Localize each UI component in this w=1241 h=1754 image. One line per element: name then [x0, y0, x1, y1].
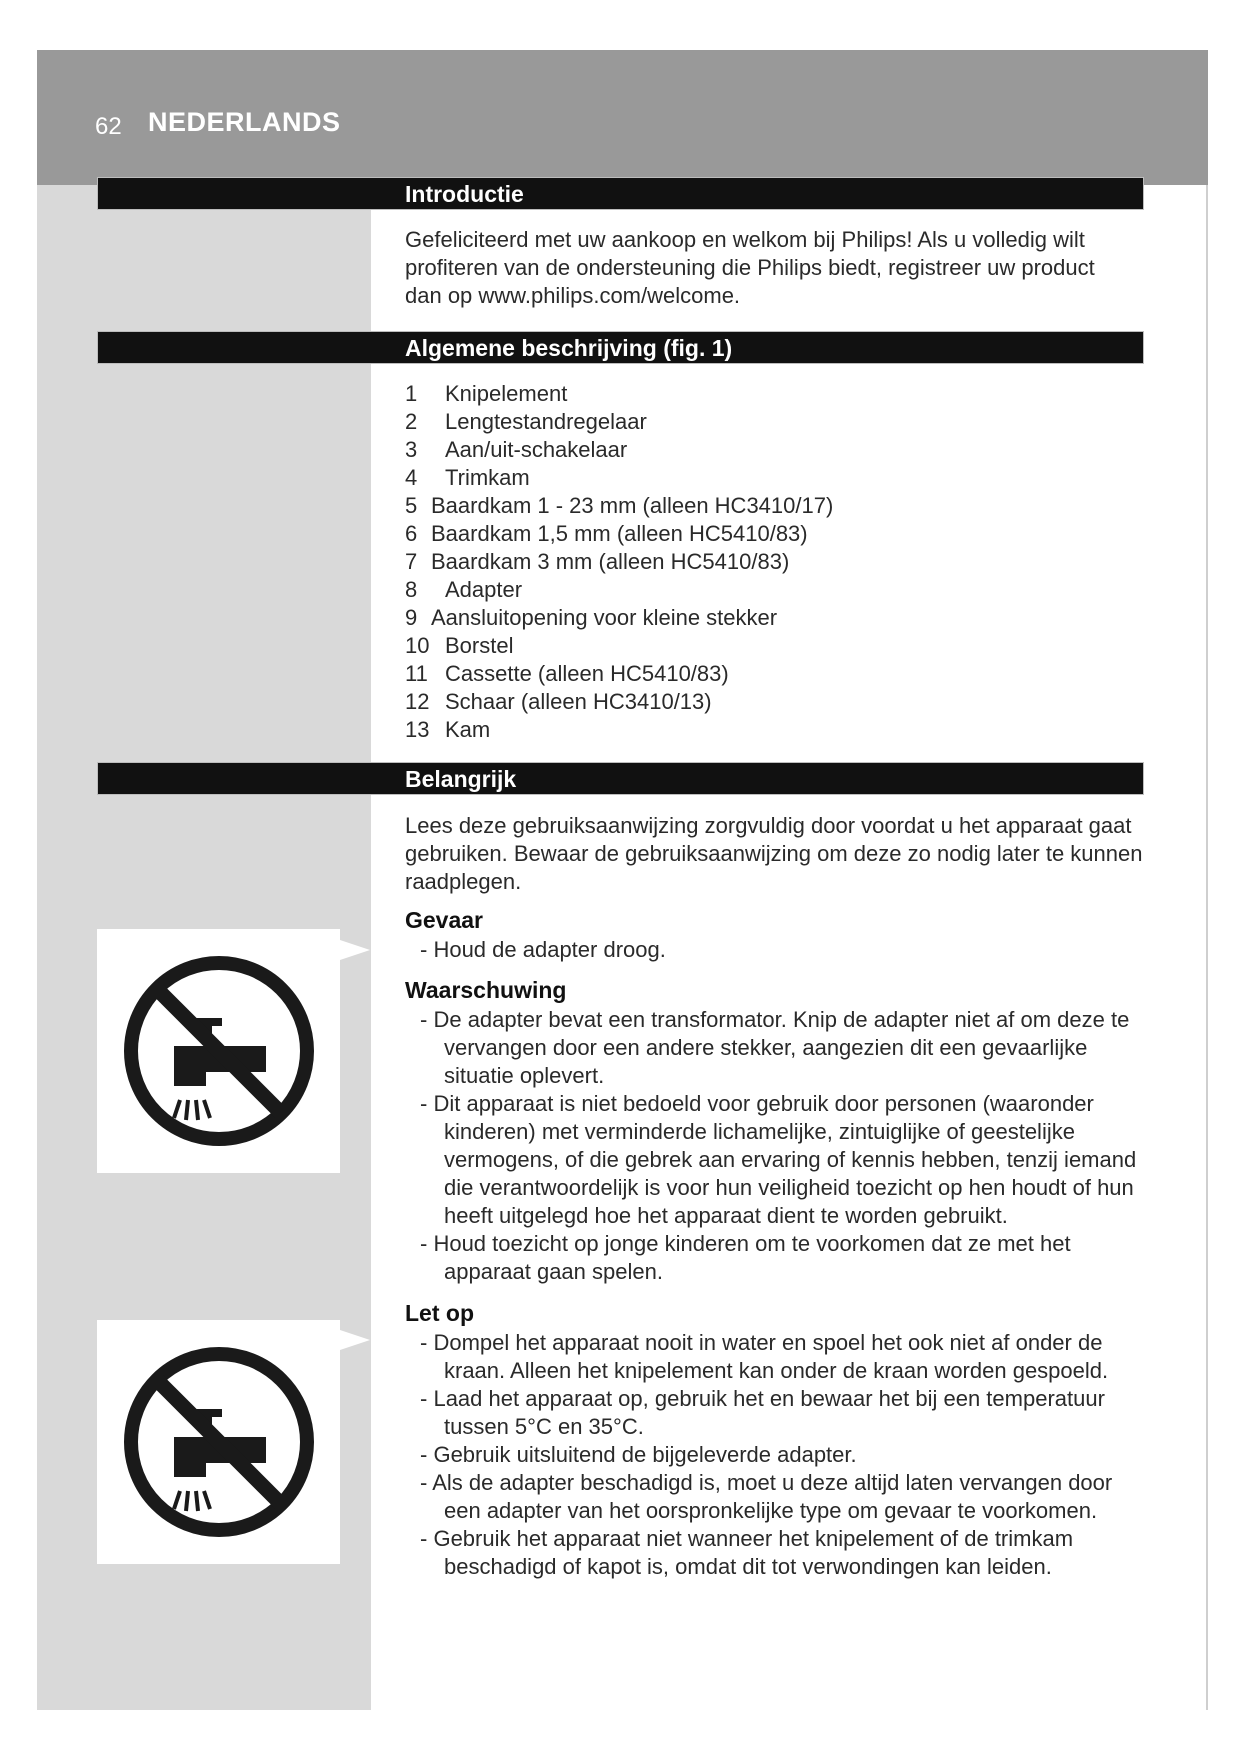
no-water-tap-icon [97, 929, 340, 1173]
section-bar-intro [97, 177, 1144, 210]
item-number: 2 [405, 409, 418, 434]
caution-heading: Let op [405, 1300, 474, 1326]
list-item [405, 380, 833, 408]
section-bar-important [97, 762, 1144, 795]
item-number: 9 [405, 605, 418, 630]
item-number: 13 [405, 717, 430, 742]
list-item: - Houd toezicht op jonge kinderen om te voorkomen dat ze met het apparaat gaan spelen. [420, 1230, 1140, 1286]
item-number: 4 [405, 465, 418, 490]
list-item [405, 660, 833, 688]
item-label: Baardkam 1 - 23 mm (alleen HC3410/17) [431, 493, 834, 518]
item-number: 12 [405, 689, 430, 714]
list-item: - Gebruik het apparaat niet wanneer het knipelement of de trimkam beschadigd of kapot is, omdat dit tot verwondingen kan leiden. [420, 1525, 1140, 1581]
list-item [405, 604, 833, 632]
item-number: 7 [405, 549, 418, 574]
list-item: - Dit apparaat is niet bedoeld voor gebruik door personen (waaronder kinderen) met verminderde lichamelijke, zintuiglijke of geestelijke vermogens, of die gebrek aan ervaring of kennis hebben, tenzij iemand die verantwoordelijk is voor hun veiligheid toezicht op hen houdt of hun heeft uitgelegd hoe het apparaat dient te worden gebruikt. [420, 1090, 1140, 1230]
item-number: 6 [405, 521, 418, 546]
item-label: Aansluitopening voor kleine stekker [431, 605, 778, 630]
list-item [405, 576, 833, 604]
item-number: 5 [405, 493, 418, 518]
caution-list [420, 1329, 1140, 1581]
list-item: - Houd de adapter droog. [420, 936, 1140, 964]
item-label: Baardkam 1,5 mm (alleen HC5410/83) [431, 521, 808, 546]
item-label: Schaar (alleen HC3410/13) [445, 689, 712, 714]
list-item: - Laad het apparaat op, gebruik het en bewaar het bij een temperatuur tussen 5°C en 35°C. [420, 1385, 1140, 1441]
warning-list [420, 1006, 1140, 1286]
item-number: 11 [405, 661, 428, 686]
list-item [405, 716, 833, 744]
section-title-important: Belangrijk [405, 766, 517, 792]
item-number: 10 [405, 633, 430, 658]
no-water-tap-icon [97, 1320, 340, 1564]
list-item [405, 632, 833, 660]
danger-list [420, 936, 1140, 964]
list-item: - Gebruik uitsluitend de bijgeleverde adapter. [420, 1441, 1140, 1469]
item-label: Baardkam 3 mm (alleen HC5410/83) [431, 549, 790, 574]
list-item: - Als de adapter beschadigd is, moet u deze altijd laten vervangen door een adapter van het oorspronkelijke type om gevaar te voorkomen. [420, 1469, 1140, 1525]
warning-heading: Waarschuwing [405, 977, 567, 1003]
parts-list [405, 380, 833, 744]
icon-pointer [340, 940, 370, 960]
page-number: 62 [95, 113, 122, 140]
danger-heading: Gevaar [405, 907, 484, 933]
language-title: NEDERLANDS [148, 107, 341, 137]
list-item: - Dompel het apparaat nooit in water en spoel het ook niet af onder de kraan. Alleen het knipelement kan onder de kraan worden gespoeld. [420, 1329, 1140, 1385]
important-text: Lees deze gebruiksaanwijzing zorgvuldig door voordat u het apparaat gaat gebruiken. Bewaar de gebruiksaanwijzing om deze zo nodig later te kunnen raadplegen. [405, 813, 1143, 894]
item-label: Adapter [445, 577, 523, 602]
list-item [405, 436, 833, 464]
section-title-description: Algemene beschrijving (fig. 1) [405, 335, 733, 361]
item-number: 8 [405, 577, 418, 602]
list-item [405, 408, 833, 436]
item-label: Aan/uit-schakelaar [445, 437, 628, 462]
list-item [405, 688, 833, 716]
item-label: Kam [445, 717, 491, 742]
item-label: Borstel [445, 633, 514, 658]
item-label: Knipelement [445, 381, 568, 406]
intro-text: Gefeliciteerd met uw aankoop en welkom bij Philips! Als u volledig wilt profiteren van de ondersteuning die Philips biedt, registreer uw product dan op www.philips.com/welcome. [405, 227, 1095, 308]
item-number: 1 [405, 381, 418, 406]
item-number: 3 [405, 437, 418, 462]
list-item [405, 464, 833, 492]
list-item [405, 492, 833, 520]
item-label: Cassette (alleen HC5410/83) [445, 661, 729, 686]
list-item: - De adapter bevat een transformator. Knip de adapter niet af om deze te vervangen door een andere stekker, aangezien dit een gevaarlijke situatie oplevert. [420, 1006, 1140, 1090]
list-item [405, 548, 833, 576]
section-bar-description [97, 331, 1144, 364]
right-edge-rule [1206, 185, 1208, 1710]
list-item [405, 520, 833, 548]
item-label: Trimkam [445, 465, 530, 490]
section-title-intro: Introductie [405, 181, 524, 207]
item-label: Lengtestandregelaar [445, 409, 647, 434]
icon-pointer [340, 1330, 370, 1350]
